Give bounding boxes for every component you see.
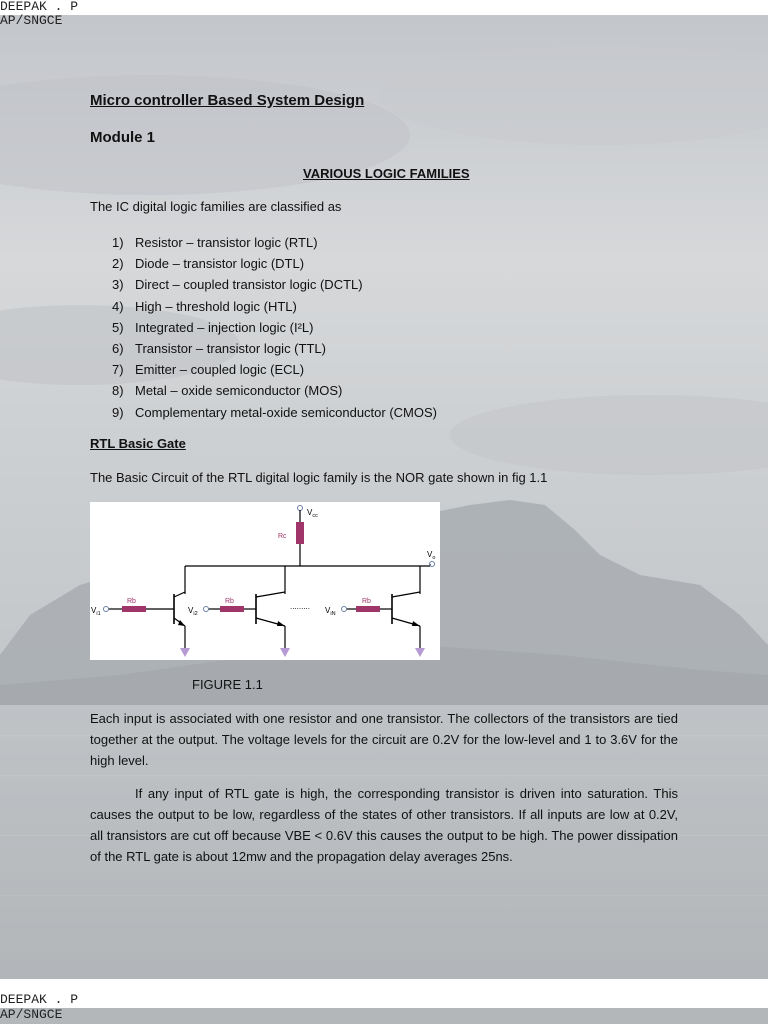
list-text: Transistor – transistor logic (TTL) <box>135 340 326 356</box>
transistor-n <box>325 566 425 657</box>
transistor-2 <box>188 566 290 657</box>
document-title: Micro controller Based System Design <box>90 92 365 109</box>
rb-resistor <box>356 606 380 612</box>
list-item <box>112 253 437 274</box>
list-number: 6) <box>112 340 124 356</box>
header-affiliation: AP/SNGCE <box>0 13 63 28</box>
logic-families-list <box>112 232 437 423</box>
vcc-label: $V_{cc}$ <box>307 508 318 519</box>
list-item <box>112 296 437 317</box>
list-text: Metal – oxide semiconductor (MOS) <box>135 383 343 399</box>
figure-caption: FIGURE 1.1 <box>192 677 263 692</box>
list-text: Direct – coupled transistor logic (DCTL) <box>135 277 363 293</box>
footer-author: DEEPAK . P <box>0 992 79 1007</box>
list-number: 3) <box>112 277 124 293</box>
paragraph-1: Each input is associated with one resistor and one transistor. The collectors of the transistors are tied together at the output. The voltage levels for the circuit are 0.2V for the low-level and 1 to 3.6V for the high level. <box>90 711 678 768</box>
header-author: DEEPAK . P <box>0 0 79 14</box>
list-item <box>112 274 437 295</box>
ellipsis-dots: ......... <box>290 602 311 611</box>
list-number: 9) <box>112 404 124 420</box>
list-number: 7) <box>112 362 124 378</box>
rtl-circuit-diagram <box>90 502 440 660</box>
rb-label: Rb <box>362 598 371 605</box>
rb-label: Rb <box>127 598 136 605</box>
paragraph-2: If any input of RTL gate is high, the corresponding transistor is driven into saturation. This causes the output to be low, regardless of the states of other transistors. If all inputs are low at 0.2V, all transistors are cut off because VBE < 0.6V this causes the output to be high. The power dissipation of the RTL gate is about 12mw and the propagation delay averages 25ns. <box>90 786 678 864</box>
rb-resistor <box>220 606 244 612</box>
vin-label: $V_{iN}$ <box>325 606 336 617</box>
rc-resistor <box>296 522 304 544</box>
list-number: 4) <box>112 298 124 314</box>
list-number: 1) <box>112 235 124 250</box>
list-number: 5) <box>112 319 124 335</box>
rb-label: Rb <box>225 598 234 605</box>
section-title: VARIOUS LOGIC FAMILIES <box>303 166 470 181</box>
ground-symbol <box>180 648 190 657</box>
ground-symbol <box>280 648 290 657</box>
rb-resistor <box>122 606 146 612</box>
list-text: High – threshold logic (HTL) <box>135 298 297 314</box>
list-item <box>112 359 437 380</box>
transistor-1 <box>91 566 190 657</box>
intro-text: The IC digital logic families are classified as <box>90 199 342 214</box>
list-item <box>112 317 437 338</box>
list-text: Emitter – coupled logic (ECL) <box>135 362 305 378</box>
list-text: Integrated – injection logic (I²L) <box>135 319 314 335</box>
list-text: Complementary metal-oxide semiconductor (CMOS) <box>135 404 437 420</box>
vcc-terminal <box>298 506 303 511</box>
list-number: 8) <box>112 383 124 399</box>
vo-label: $V_o$ <box>427 550 436 561</box>
list-text: Resistor – transistor logic (RTL) <box>135 235 318 250</box>
vi2-label: $V_{i2}$ <box>188 606 198 617</box>
footer-affiliation: AP/SNGCE <box>0 1007 63 1022</box>
rc-label: Rc <box>278 533 287 540</box>
rtl-heading: RTL Basic Gate <box>90 436 186 451</box>
list-text: Diode – transistor logic (DTL) <box>135 256 305 272</box>
vi1-label: $V_{i1}$ <box>91 606 101 617</box>
list-item <box>112 232 437 253</box>
list-item <box>112 338 437 359</box>
rtl-nor-gate-figure <box>90 502 440 660</box>
list-item <box>112 380 437 401</box>
list-item <box>112 402 437 423</box>
module-heading: Module 1 <box>90 129 156 146</box>
rtl-intro: The Basic Circuit of the RTL digital logic family is the NOR gate shown in fig 1.1 <box>90 470 548 485</box>
ground-symbol <box>415 648 425 657</box>
list-number: 2) <box>112 256 124 272</box>
